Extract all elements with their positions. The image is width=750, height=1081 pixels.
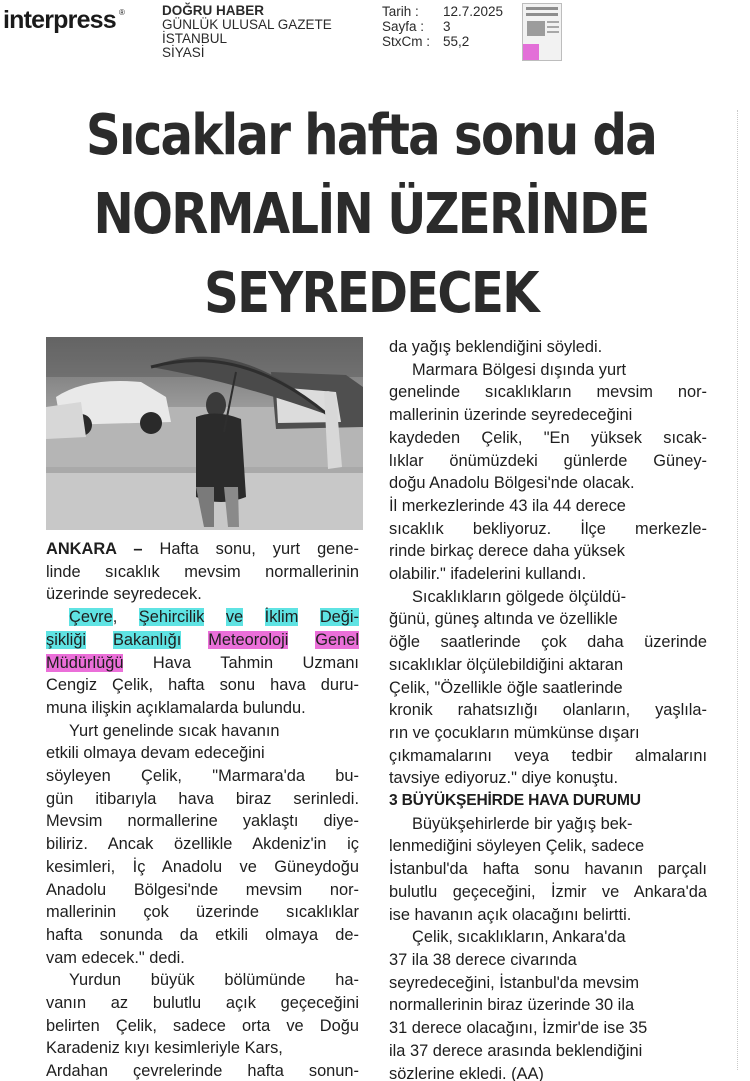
text-line: rın ve çocukların mümkünse dışarı xyxy=(389,723,640,742)
umbrella-person-photo xyxy=(46,337,363,530)
text-line: Karadeniz kıyı kesimleriyle Kars, xyxy=(46,1039,283,1058)
text-line: olabilir." ifadelerini kullandı. xyxy=(389,565,587,584)
meta-stxcm-label: StxCm : xyxy=(382,34,431,49)
meta-page-value: 3 xyxy=(443,19,451,34)
subheading xyxy=(389,790,707,813)
text-line: seyredeceğini, İstanbul'da mevsim xyxy=(389,973,640,992)
paragraph-4 xyxy=(46,969,359,1081)
text-line xyxy=(46,538,359,561)
text-line: biliriz. Ancak özellikle Akdeniz'in iç xyxy=(46,835,359,854)
text-line: İl merkezlerinde 43 ila 44 derece xyxy=(389,496,626,515)
text-line: kaydeden Çelik, "En yüksek sıcak- xyxy=(389,428,707,447)
text-line: ise havanın açık olacağını belirtti. xyxy=(389,905,632,924)
meta-stxcm-value: 55,2 xyxy=(443,34,470,49)
highlighted-term: Şehircilik xyxy=(138,608,205,627)
text-line: 31 derece olacağını, İzmir'de ise 35 xyxy=(389,1019,648,1038)
text-line: belirten Çelik, sadece orta ve Doğu xyxy=(46,1016,359,1035)
clipping-meta xyxy=(382,4,503,49)
text-line: Büyükşehirlerde bir yağış bek- xyxy=(412,814,633,833)
highlighted-term: Çevre xyxy=(69,608,113,627)
text-line: normallerinin biraz üzerinde 30 ila xyxy=(389,996,635,1015)
paragraph-5 xyxy=(389,359,707,586)
subheading-text: 3 BÜYÜKŞEHİRDE HAVA DURUMU xyxy=(389,792,641,810)
text-line: vanın az bulutlu açık geçeceğini xyxy=(46,994,359,1013)
text-line: doğu Anadolu Bölgesi'nde olacak. xyxy=(389,474,635,493)
text-line: çıkmamalarını veya tedbir almalarını xyxy=(389,746,707,765)
text-line: tavsiye ediyoruz." diye konuştu. xyxy=(389,769,619,788)
text-line: da yağış beklendiğini söyledi. xyxy=(389,338,603,356)
headline-line-3: SEYREDECEK xyxy=(204,261,538,326)
text-line: sözlerine ekledi. (AA) xyxy=(389,1064,544,1081)
text-line: Çelik, sıcaklıkların, Ankara'da xyxy=(412,928,626,947)
interpress-logo: interpress xyxy=(3,6,116,34)
article-photo xyxy=(46,337,363,530)
text-line: hafta sonunda da etkili olmaya de- xyxy=(46,925,359,944)
text-line: sıcaklık bekliyoruz. İlçe merkezle- xyxy=(389,519,707,538)
text-line: İstanbul'da hafta sonu havanın parçalı xyxy=(389,860,707,879)
article-headline xyxy=(26,96,716,333)
text-line xyxy=(46,652,359,675)
text-line: söyleyen Çelik, "Marmara'da bu- xyxy=(46,767,359,786)
publication-city: İSTANBUL xyxy=(162,31,228,46)
text-line: Anadolu Bölgesi'nde mevsim nor- xyxy=(46,880,359,899)
text-line: Cengiz Çelik, hafta sonu hava duru- xyxy=(46,676,359,695)
text-line: Marmara Bölgesi dışında yurt xyxy=(412,360,627,379)
page-thumbnail[interactable] xyxy=(522,3,562,61)
paragraph-7 xyxy=(389,813,707,927)
publication-info xyxy=(162,4,332,60)
text-line: Sıcaklıkların gölgede ölçüldü- xyxy=(412,587,627,606)
paragraph-6 xyxy=(389,586,707,790)
highlighted-term: ve xyxy=(225,608,244,627)
highlighted-term: Meteoroloji xyxy=(208,630,289,649)
text-line: linde sıcaklık mevsim normallerinin xyxy=(46,562,359,581)
meta-page-row xyxy=(382,19,503,34)
page-edge-marks xyxy=(737,110,738,1070)
text-line: sıcaklıklar ölçülebildiğini aktaran xyxy=(389,655,624,674)
text-line: Yurdun büyük bölümünde ha- xyxy=(69,971,359,990)
text-line: ila 37 derece arasında beklendiğini xyxy=(389,1041,643,1060)
text-line: vam edecek." dedi. xyxy=(46,948,185,967)
text-line: rinde birkaç derece daha yüksek xyxy=(389,542,625,561)
text-line: etkili olmaya devam edeceğini xyxy=(46,744,265,763)
text-line: bulutlu geçeceğini, İzmir ve Ankara'da xyxy=(389,882,707,901)
text-line: öğle saatlerinde çok daha üzerinde xyxy=(389,633,707,652)
text-line: üzerinde seyredecek. xyxy=(46,585,202,604)
highlighted-term: Müdürlüğü xyxy=(46,653,124,672)
text-line: muna ilişkin açıklamalarda bulundu. xyxy=(46,698,306,717)
headline-line-2: NORMALİN ÜZERİNDE xyxy=(93,182,649,247)
publication-frequency: GÜNLÜK ULUSAL GAZETE xyxy=(162,17,332,32)
paragraph-3 xyxy=(46,720,359,970)
text-line: lıklar önümüzdeki günlerde Güney- xyxy=(389,451,707,470)
meta-stxcm-row xyxy=(382,34,503,49)
highlighted-term: Genel xyxy=(315,630,360,649)
publication-name: DOĞRU HABER xyxy=(162,3,265,18)
text-line: mallerinin üzerinde seyredeceğini xyxy=(389,406,633,425)
text-line-fragment: , xyxy=(112,608,118,627)
text-line: Ardahan çevrelerinde hafta sonun- xyxy=(46,1062,359,1081)
text-line-fragment: Hafta sonu, yurt gene- xyxy=(159,540,359,558)
thumbnail-highlight xyxy=(523,44,539,60)
text-line: 37 ila 38 derece civarında xyxy=(389,950,577,969)
text-line xyxy=(46,629,359,652)
registered-mark: ® xyxy=(119,8,125,17)
paragraph-continuation xyxy=(389,336,707,359)
text-line: genelinde sıcaklıkların mevsim nor- xyxy=(389,383,707,402)
meta-date-row xyxy=(382,4,503,19)
article-column-2 xyxy=(389,336,707,1081)
highlighted-term: şikliği xyxy=(46,630,87,649)
text-line: Mevsim normallerine yaklaştı diye- xyxy=(46,812,359,831)
paragraph-1 xyxy=(46,538,359,606)
meta-date-label: Tarih : xyxy=(382,4,419,19)
text-line: kesimleri, İç Anadolu ve Güneydoğu xyxy=(46,857,359,876)
text-line: kronik rahatsızlığı olanların, yaşlıla- xyxy=(389,701,707,720)
meta-date-value: 12.7.2025 xyxy=(443,4,504,19)
text-line: Yurt genelinde sıcak havanın xyxy=(69,721,280,740)
text-line: lenmediğini söyleyen Çelik, sadece xyxy=(389,837,645,856)
highlighted-term: İklim xyxy=(264,608,299,627)
text-line: Çelik, "Özellikle öğle saatlerinde xyxy=(389,678,623,697)
article-column-1 xyxy=(46,538,359,1081)
text-line-fragment: Hava Tahmin Uzmanı xyxy=(152,653,359,672)
meta-page-label: Sayfa : xyxy=(382,19,425,34)
text-line: gün itibarıyla hava biraz serinledi. xyxy=(46,789,359,808)
text-line xyxy=(46,606,359,629)
text-line: ğünü, güneş altında ve özellikle xyxy=(389,610,618,629)
text-line: mallerinin çok üzerinde sıcaklıklar xyxy=(46,903,359,922)
highlighted-term: Deği- xyxy=(319,608,359,627)
paragraph-8 xyxy=(389,926,707,1081)
publication-section: SİYASİ xyxy=(162,45,205,60)
headline-line-1: Sıcaklar hafta sonu da xyxy=(85,103,657,168)
highlighted-term: Bakanlığı xyxy=(112,630,182,649)
paragraph-2 xyxy=(46,606,359,720)
dateline: ANKARA – xyxy=(46,540,143,558)
